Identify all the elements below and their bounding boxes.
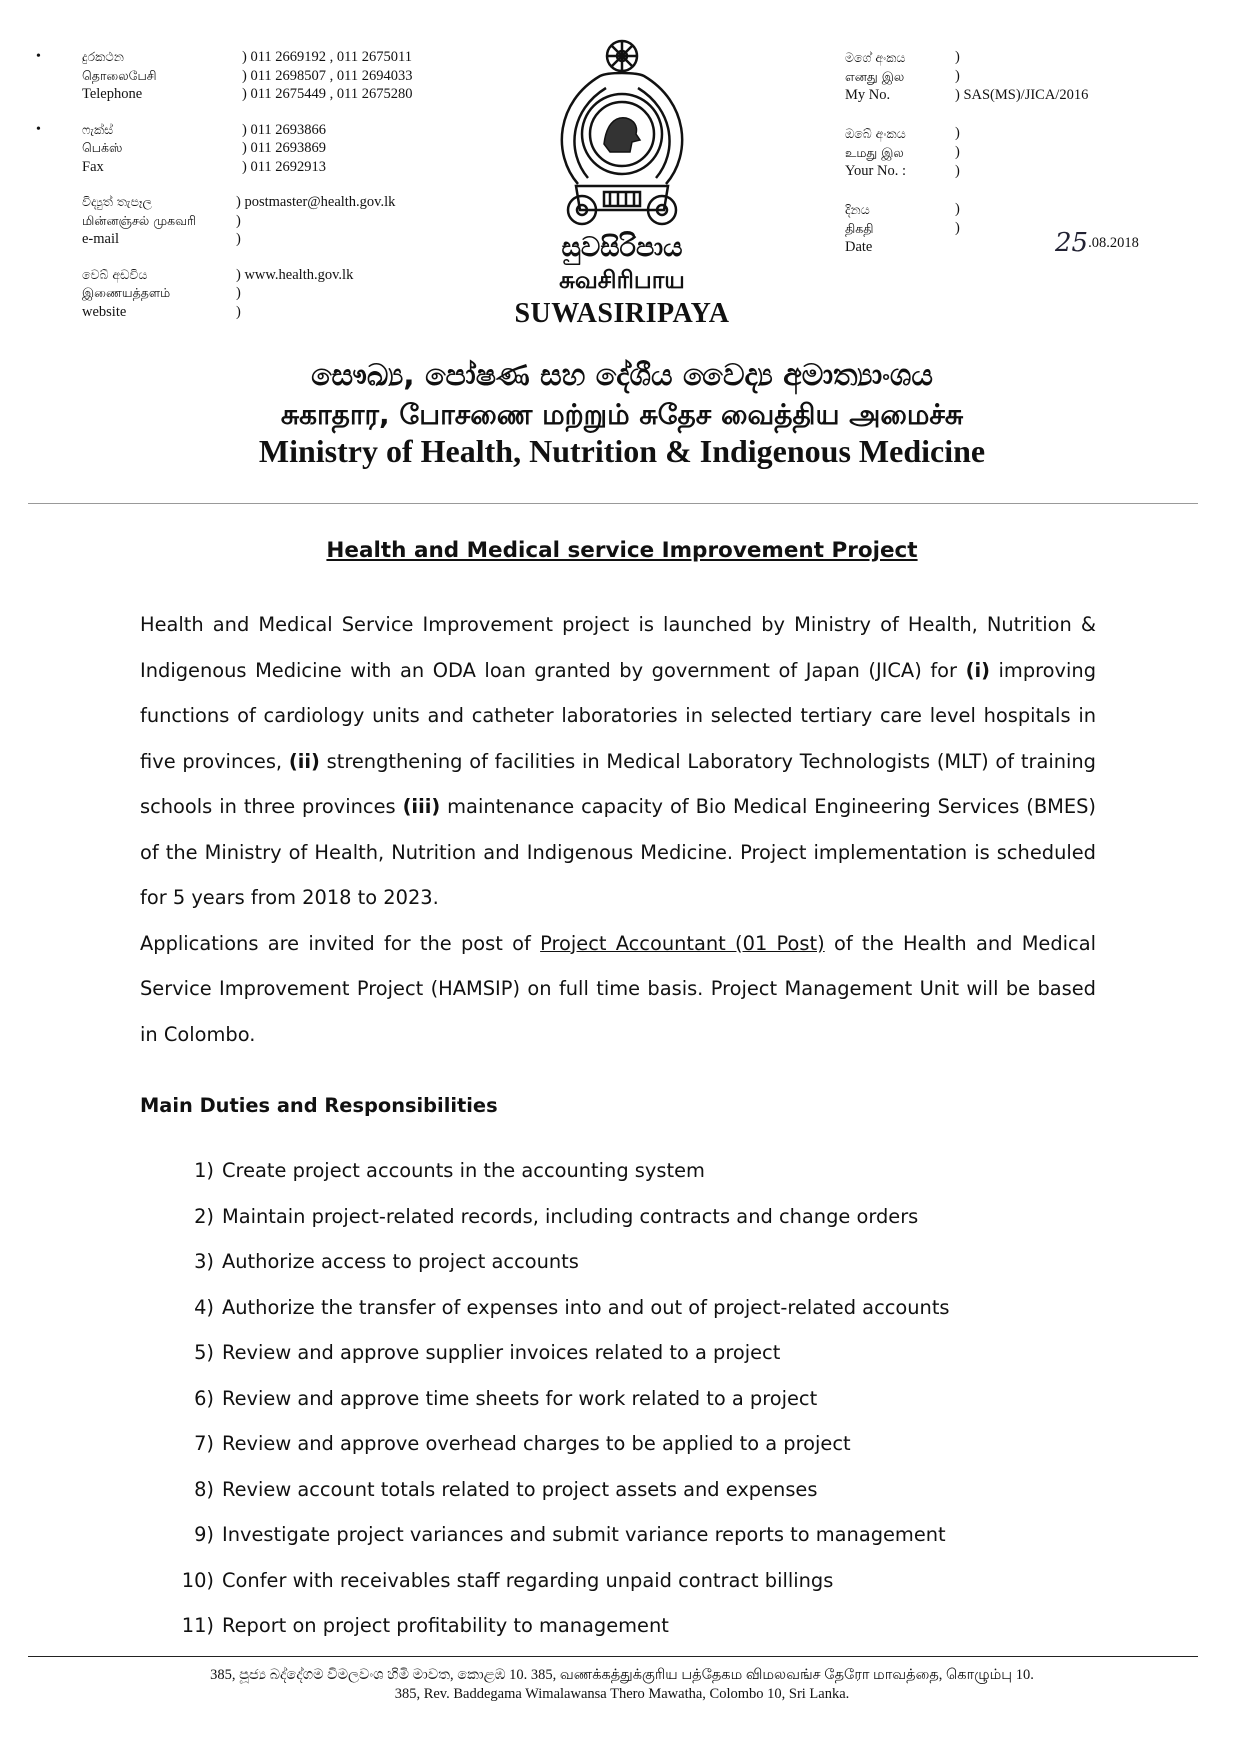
paragraph-text: maintenance capacity of Bio Medical Engineering Services (BMES) of the Ministry of Health, Nutrition and Indigenous Medicine. Project implementation is scheduled for 5 years from 2018 to 2023. — [140, 795, 1096, 909]
email-label-ta: மின்னஞ்சல் முகவரி — [82, 212, 197, 228]
your-no-label-ta: உமது இல — [845, 145, 904, 160]
intro-paragraph — [140, 602, 1096, 921]
fax-group — [36, 121, 413, 177]
item-marker: (ii) — [288, 749, 320, 773]
website-value: ) — [236, 303, 241, 320]
fax-value: ) 011 2693869 — [242, 140, 327, 156]
telephone-label-si: දුරකථන — [82, 49, 124, 64]
paragraph-text: strengthening of facilities in Medical Laboratory Technologists (MLT) of training schools in three provinces — [140, 749, 1096, 818]
date-label-si: දිනය — [845, 202, 870, 217]
telephone-value: ) 011 2669192 , 011 2675011 — [242, 49, 412, 65]
paragraph-text: of the Health and Medical Service Improvement Project (HAMSIP) on full time basis. Project Management Unit will be based in Colombo. — [140, 931, 1096, 1046]
email-value: ) — [236, 231, 241, 247]
brand-name-english: SUWASIRIPAYA — [514, 298, 730, 329]
header-divider — [28, 503, 1198, 504]
paragraph-text: improving functions of cardiology units and catheter laboratories in selected tertiary care level hospitals in five provinces, — [140, 658, 1097, 773]
email-label-si: විද්‍යුත් තැපෑල — [82, 194, 152, 209]
date-label-ta: திகதி — [845, 221, 874, 236]
footer-divider — [28, 1656, 1198, 1657]
telephone-value: ) 011 2675449 , 011 2675280 — [242, 86, 413, 102]
date-label-en: Date — [845, 239, 873, 255]
item-marker: (iii) — [402, 795, 441, 818]
fax-value: ) 011 2693866 — [242, 121, 327, 138]
ministry-name-tamil: சுகாதார, போசணை மற்றும் சுதேச வைத்திய அமைச்சு — [280, 398, 964, 431]
list-item: 7) Review and approve overhead charges to be applied to a project — [194, 1432, 851, 1455]
website-label-en: website — [82, 303, 127, 320]
fax-label-si: ෆැක්ස් — [82, 121, 114, 137]
my-no-label-en: My No. — [845, 87, 891, 103]
website-value: ) www.health.gov.lk — [236, 266, 354, 283]
application-paragraph — [140, 921, 1096, 1058]
list-item: 5) Review and approve supplier invoices related to a project — [194, 1341, 781, 1364]
list-item: 10) Confer with receivables staff regarding unpaid contract billings — [181, 1568, 834, 1592]
duties-list — [172, 1148, 950, 1649]
footer-address-english: 385, Rev. Baddegama Wimalawansa Thero Mawatha, Colombo 10, Sri Lanka. — [394, 1686, 850, 1702]
item-marker: (i) — [965, 658, 990, 682]
handwritten-day: 25 — [1055, 228, 1089, 258]
ministry-name-sinhala: සෞඛ්‍ය, පෝෂණ සහ දේශීය වෛද්‍ය අමාත්‍යාංශය — [311, 358, 933, 393]
your-no-label-en: Your No. : — [845, 163, 906, 179]
email-value: ) — [236, 212, 241, 229]
your-number-group: ඔබේ අංකය உமது இல Your No. : ) ) ) — [845, 125, 960, 179]
list-item: 9) Investigate project variances and submit variance reports to management — [194, 1523, 946, 1546]
website-value: ) — [236, 285, 241, 301]
telephone-label-ta: தொலைபேசி — [82, 67, 157, 83]
website-label-ta: இணையத்தளம் — [82, 285, 171, 300]
email-label-en: e-mail — [82, 231, 120, 247]
brand-name-sinhala: සුවසිරිපාය — [561, 232, 683, 263]
fax-value: ) 011 2692913 — [242, 158, 327, 175]
ministry-name-english: Ministry of Health, Nutrition & Indigenous Medicine — [258, 433, 986, 469]
email-group — [36, 193, 413, 249]
list-item: 3) Authorize access to project accounts — [194, 1250, 579, 1273]
your-no-label-si: ඔබේ අංකය — [845, 126, 906, 141]
reference-block — [845, 48, 1139, 276]
list-item: 4) Authorize the transfer of expenses into and out of project-related accounts — [194, 1295, 950, 1319]
website-group — [36, 266, 413, 322]
my-no-value: ) SAS(MS)/JICA/2016 — [955, 87, 1089, 103]
list-item: 2) Maintain project-related records, including contracts and change orders — [194, 1204, 919, 1228]
list-item: 11) Report on project profitability to management — [181, 1614, 669, 1637]
telephone-group — [36, 48, 413, 104]
brand-name-tamil: சுவசிரிபாய — [559, 266, 685, 294]
website-label-si: වෙබ් අඩවිය — [82, 266, 148, 282]
fax-label-en: Fax — [82, 158, 104, 175]
my-number-group: මගේ අංකය எனது இல My No. ) ) ) SAS(MS)/JICA/2016 — [845, 49, 1089, 103]
my-no-label-si: මගේ අංකය — [845, 50, 906, 65]
date-value: .08.2018 — [1088, 235, 1139, 251]
date-group: දිනය திகதி Date ) ) 25.08.2018 — [845, 201, 1139, 258]
list-item: 8) Review account totals related to project assets and expenses — [194, 1477, 818, 1501]
my-no-label-ta: எனது இல — [845, 69, 905, 84]
list-item: 6) Review and approve time sheets for work related to a project — [194, 1386, 818, 1410]
email-value: ) postmaster@health.gov.lk — [236, 194, 396, 210]
bullet-mark: • — [36, 49, 41, 64]
post-title: Project Accountant (01 Post) — [540, 931, 825, 955]
duties-heading: Main Duties and Responsibilities — [140, 1094, 498, 1117]
paragraph-text: Health and Medical Service Improvement project is launched by Ministry of Health, Nutrition & Indigenous Medicine with an ODA loan granted by government of Japan (JICA) for — [140, 613, 1096, 682]
telephone-label-en: Telephone — [82, 86, 143, 102]
document-title: Health and Medical service Improvement Project — [326, 538, 918, 563]
body-text — [140, 602, 1096, 1057]
telephone-value: ) 011 2698507 , 011 2694033 — [242, 67, 413, 84]
contact-block — [36, 48, 413, 338]
sri-lanka-emblem-icon — [548, 34, 696, 234]
paragraph-text: Applications are invited for the post of — [140, 931, 541, 955]
list-item: 1) Create project accounts in the accounting system — [194, 1159, 705, 1182]
fax-label-ta: பெக்ஸ் — [82, 140, 123, 155]
footer-address-local: 385, පූජ්‍ය බද්දේගම විමලවංශ හිමි මාවත, කොළඹ 10. 385, வணக்கத்துக்குரிய பத்தேகம விமலவங்ச தேரோ மாவத்தை, கொழும்பு 10. — [210, 1667, 1034, 1683]
bullet-mark: • — [36, 121, 41, 137]
